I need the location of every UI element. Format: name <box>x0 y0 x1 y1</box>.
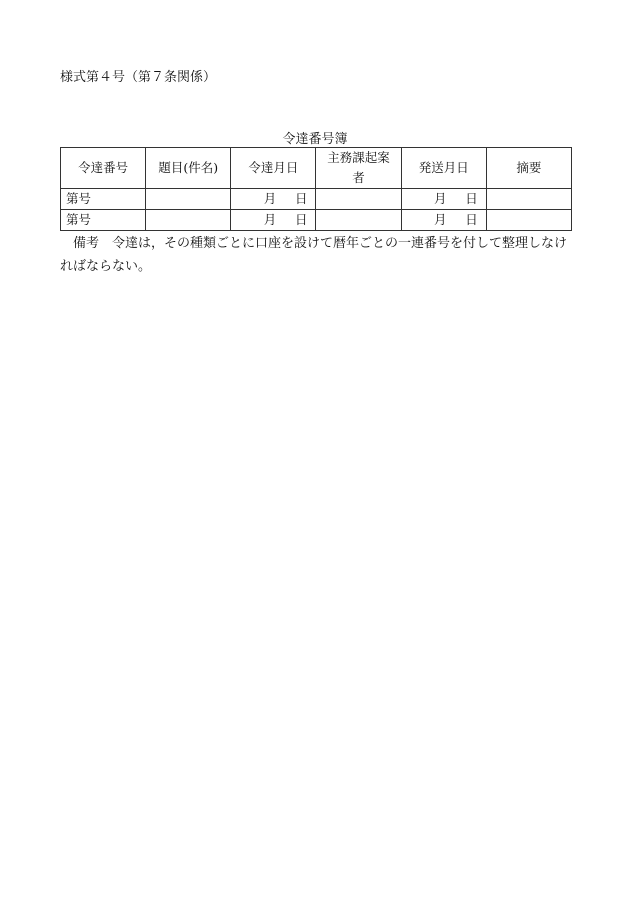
header-issue-date: 令達月日 <box>231 148 316 189</box>
header-subject: 題目(件名) <box>146 148 231 189</box>
cell-drafter <box>316 210 401 231</box>
cell-subject <box>146 189 231 210</box>
header-drafter: 主務課起案者 <box>316 148 401 189</box>
month-label: 月 <box>263 191 277 206</box>
table-title: 令達番号簿 <box>282 132 348 147</box>
cell-remarks <box>486 189 571 210</box>
form-heading: 様式第４号（第７条関係） <box>60 70 217 85</box>
cell-number: 第号 <box>61 189 146 210</box>
cell-send-date <box>401 210 486 231</box>
month-label: 月 <box>434 191 447 206</box>
table-header-row <box>61 148 572 189</box>
cell-number: 第号 <box>61 210 146 231</box>
remarks-note: 備考 令達は，その種類ごとに口座を設けて暦年ごとの一連番号を付して整理しなければならない。 <box>60 236 568 274</box>
day-label: 日 <box>465 212 478 227</box>
table-row <box>61 189 572 210</box>
cell-send-date <box>401 189 486 210</box>
day-label: 日 <box>465 191 478 206</box>
cell-issue-date <box>231 189 316 210</box>
cell-remarks <box>486 210 571 231</box>
cell-drafter <box>316 189 401 210</box>
cell-subject <box>146 210 231 231</box>
cell-issue-date <box>231 210 316 231</box>
header-number: 令達番号 <box>61 148 146 189</box>
day-label: 日 <box>294 212 308 227</box>
month-label: 月 <box>263 212 277 227</box>
header-send-date: 発送月日 <box>401 148 486 189</box>
register-table <box>60 147 572 231</box>
month-label: 月 <box>434 212 447 227</box>
day-label: 日 <box>294 191 308 206</box>
header-remarks: 摘要 <box>486 148 571 189</box>
table-row <box>61 210 572 231</box>
